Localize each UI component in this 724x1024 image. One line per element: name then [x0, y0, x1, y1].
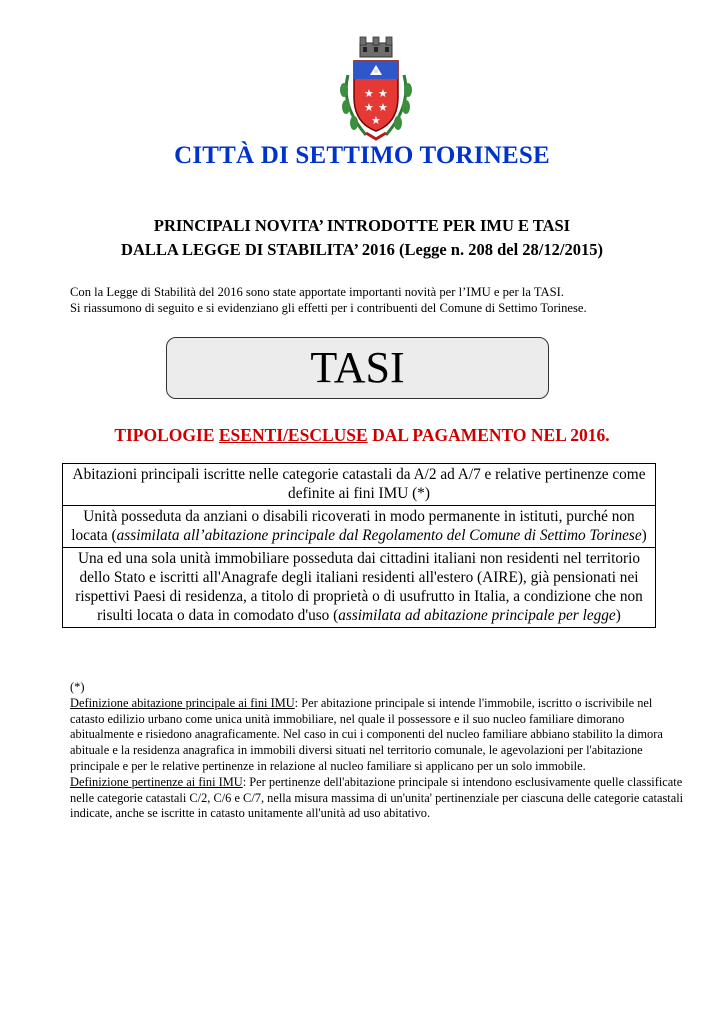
svg-text:★: ★: [364, 87, 374, 100]
coat-of-arms-icon: [336, 35, 416, 145]
cell-italic-text: assimilata all’abitazione principale dal Regolamento del Comune di Settimo Torinese: [116, 527, 642, 544]
intro-line-2: Si riassumono di seguito e si evidenziano gli effetti per i contribuenti del Comune di Settimo Torinese.: [70, 301, 587, 315]
definition-pertinenze: [70, 775, 686, 822]
table-cell: [63, 464, 656, 506]
intro-line-1: Con la Legge di Stabilità del 2016 sono state apportate importanti novità per l’IMU e per la TASI.: [70, 285, 564, 299]
subtitle-line-2: DALLA LEGGE DI STABILITA’ 2016 (Legge n. 208 del 28/12/2015): [121, 240, 603, 259]
footnotes: [70, 680, 686, 822]
tasi-heading-box: TASI: [166, 337, 549, 399]
cell-text: Unità posseduta da anziani o disabili ricoverati in modo permanente in istituti, purché non locata (: [71, 508, 635, 544]
definition-abitazione-label: Definizione abitazione principale ai fini IMU: [70, 695, 295, 710]
table-row: [63, 548, 656, 628]
exemptions-table: [62, 463, 656, 628]
section-heading-underlined: ESENTI/ESCLUSE: [218, 425, 368, 445]
document-subtitle: [60, 214, 664, 262]
section-heading-suffix: DAL PAGAMENTO NEL 2016.: [367, 425, 610, 445]
definition-abitazione-text: : Per abitazione principale si intende l'immobile, iscritto o iscrivibile nel catasto edilizio urbano come unica unità immobiliare, nel quale il possessore e il suo nucleo familiare dimorano abitualmente e risiedono anagraficamente. Nel caso in cui i componenti del nucleo familiare abbiano stabilito la dimora abituale e la residenza anagrafica in immobili diversi situati nel territorio comunale, le agevolazioni per l'abitazione principale e per le relative pertinenze in relazione al nucleo familiare si applicano per un solo immobile.: [70, 695, 663, 773]
svg-text:★: ★: [371, 114, 381, 127]
cell-text: Una ed una sola unità immobiliare posseduta dai cittadini italiani non residenti nel territorio dello Stato e iscritti all'Anagrafe degli italiani residenti all'estero (AIRE), già pensionati nei rispettivi Paesi di residenza, a titolo di proprietà o di usufrutto in Italia, a condizione che non risulti locata o data in comodato d'uso (: [75, 550, 643, 624]
table-row: [63, 506, 656, 548]
svg-text:★: ★: [378, 101, 388, 114]
cell-italic-text: assimilata ad abitazione principale per legge: [338, 607, 616, 624]
definition-pertinenze-text: : Per pertinenze dell'abitazione principale si intendono esclusivamente quelle classificate nelle categorie catastali C/2, C/6 e C/7, nella misura massima di un'unita' pertinenziale per ciascuna delle categorie catastali indicate, anche se iscritte in catasto unitamente all'unità ad uso abitativo.: [70, 774, 684, 821]
footnote-marker: (*): [70, 680, 85, 694]
table-row: [63, 464, 656, 506]
table-cell: [63, 506, 656, 548]
cell-text: Abitazioni principali iscritte nelle categorie catastali da A/2 ad A/7 e relative pertinenze come definite ai fini IMU (*): [72, 466, 646, 502]
definition-abitazione: [70, 696, 686, 775]
subtitle-line-1: PRINCIPALI NOVITA’ INTRODOTTE PER IMU E TASI: [153, 216, 571, 235]
intro-paragraph: [70, 284, 684, 316]
section-heading-prefix: TIPOLOGIE: [114, 425, 219, 445]
cell-close-paren: ): [615, 607, 621, 624]
definition-pertinenze-label: Definizione pertinenze ai fini IMU: [70, 774, 243, 789]
svg-text:★: ★: [378, 87, 388, 100]
section-heading: [0, 425, 724, 446]
table-cell: [63, 548, 656, 628]
city-title: CITTÀ DI SETTIMO TORINESE: [174, 142, 550, 169]
svg-text:★: ★: [364, 101, 374, 114]
cell-close-paren: ): [641, 527, 647, 544]
